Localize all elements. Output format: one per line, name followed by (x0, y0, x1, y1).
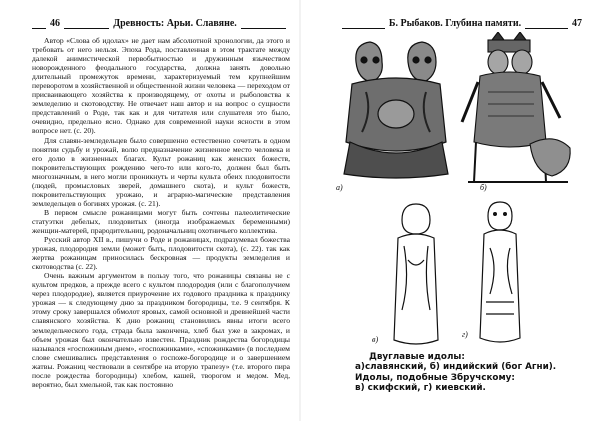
paragraph: Русский автор XII в., пишучи о Роде и рожаницах, подразумевал божества урожая, плодородия земли (может быть, плодовитости скота), (с. 22). так как жертва рожаницам приносилась бескровная — продукты земледелия и скотоводства (с. 22). (32, 235, 290, 272)
left-body-text (32, 36, 290, 389)
caption-line: в) скифский, г) киевский. (355, 383, 486, 394)
header-rule (241, 22, 286, 29)
left-running-title: Древность: Арьи. Славяне. (113, 18, 237, 29)
header-rule (525, 22, 568, 29)
right-running-header (338, 18, 582, 29)
figure-label-b: б) (480, 183, 487, 192)
paragraph: Для славян-земледельцев было совершенно естественно сочетать в одном понятии судьбу и урожай, волю предназначение жизненное место человека и его долю в жизненных благах. Культ рожаниц как женских божеств, покровительствующих рождению чего-то или кого-то, должен был быть многозначным, в него могли проникнуть и черты культа обеих плодовитости (людей, промысловых зверей, домашнего скота), и культ божеств, покровительствующих урожаю, и аграрно-магические представления земледельцев о богинях урожая. (с. 21). (32, 135, 290, 208)
figure-caption (355, 352, 585, 394)
idol-scythian-illustration (384, 200, 446, 350)
paragraph: В первом смысле рожаницами могут быть сочтены палеолитические статуэтки дебелых, плодовитых (иногда изображаемых беременными) женщин-матерей, прародительниц, родоначальниц охотничьего коллектива. (32, 207, 290, 235)
caption-line: Идолы, подобные Збручскому: (355, 372, 515, 383)
caption-line: а)славянский, б) индийский (бог Агни). (355, 362, 557, 373)
idol-kievan-illustration (468, 198, 532, 348)
figure-label-v: в) (372, 335, 379, 344)
header-rule (64, 22, 109, 29)
left-running-header (32, 18, 290, 29)
left-page-number: 46 (50, 18, 60, 29)
right-running-title: Б. Рыбаков. Глубина памяти. (388, 18, 522, 29)
figure-label-g: г) (462, 330, 468, 339)
header-rule-left (32, 22, 46, 29)
idol-slavic-illustration (336, 32, 456, 182)
paragraph: Очень важным аргументом в пользу того, что рожаницы связаны не с культом предков, а прежде всего с культом плодородия (или с благополучием через плодородие), является приурочение их годового праздника к празднику урожая — к следующему дню за праздником богородицы, т.е. 9 сентября. К этому сроку завершался обмолот яровых, самой основной и древнейшей части славянского хозяйства. К дню рожаниц становились явны итоги всего земледельческого года, страда была закончена, хлеб был уже в закромах, и объем урожая был окончательно известен. Праздник рождества богородицы назывался «госпожиным днем», «госпожинками», «спожинками» (в последнем слове смешивались представления о госпоже-богородице и о завершением жатвы. Рожаниц чествовали в сентябре на вторую трапезу» (т.е. второго пира после рождества богородицы) хлебом, кашей, творогом и медом. Мед, вероятно, был хмельной, так как постоянно (32, 271, 290, 389)
paragraph: Автор «Слова об идолах» не дает нам абсолютной хронологии, да этого и требовать от него нельзя. Эпоха Рода, поставленная в этом трактате между далекой анимистической первобытностью и дружинным язычеством новорожденного феодального государства, должна занять довольно длительный промежуток времени, характеризуемый тем крупнейшим переворотом в хозяйственной и общественной жизни человека — переходом от присваивающего хозяйства к производящему, от охоты и рыболовства к земледелию и скотоводству. Не отвечает наш автор и на вопрос о сущности представлений о Роде, так как и для читателя или слушателя это было, очевидно, предельно ясно. Однако для современной науки ясности в этом вопросе нет. (с. 20). (32, 36, 290, 136)
caption-line: Двуглавые идолы: (369, 352, 465, 362)
header-rule (342, 22, 385, 29)
idol-agni-illustration (458, 32, 576, 192)
right-page-number: 47 (572, 18, 583, 29)
figure-label-a: а) (336, 183, 343, 192)
